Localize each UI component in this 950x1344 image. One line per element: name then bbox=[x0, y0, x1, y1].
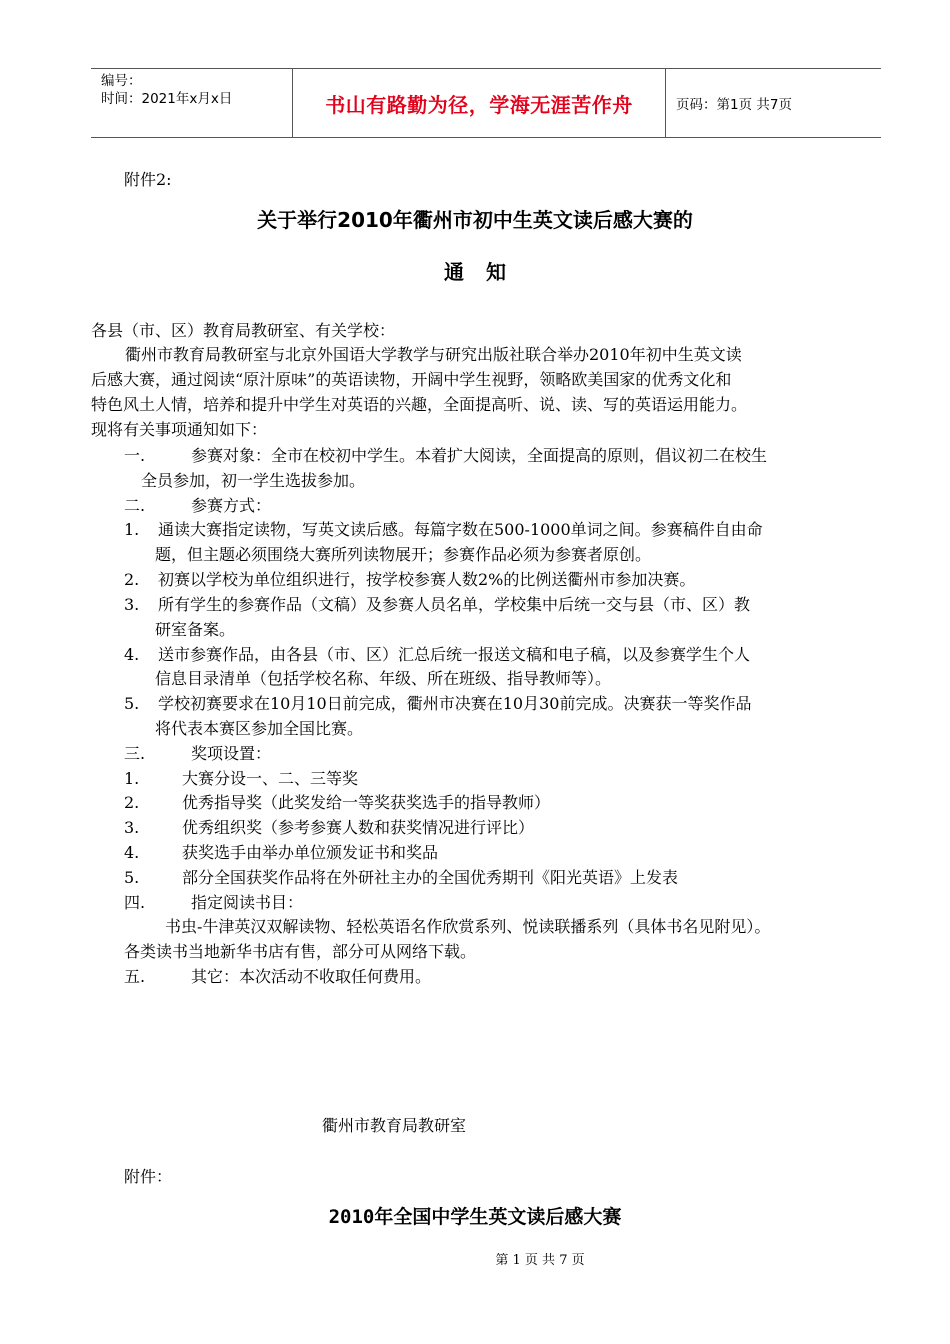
salutation: 各县（市、区）教育局教研室、有关学校： bbox=[91, 321, 396, 340]
list-item-num: 1. bbox=[124, 520, 140, 539]
award-item-text: 大赛分设一、二、三等奖 bbox=[182, 769, 359, 788]
section-1-text: 全员参加，初一学生选拔参加。 bbox=[141, 471, 366, 490]
intro-line: 特色风土人情，培养和提升中学生对英语的兴趣，全面提高听、说、读、写的英语运用能力。 bbox=[91, 395, 748, 414]
notice-title: 关于举行2010年衢州市初中生英文读后感大赛的 bbox=[257, 208, 693, 232]
list-item-text: 将代表本赛区参加全国比赛。 bbox=[155, 719, 364, 738]
section-4-text: 书虫-牛津英汉双解读物、轻松英语名作欣赏系列、悦读联播系列（具体书名见附见）。 bbox=[165, 917, 771, 936]
list-item-num: 3. bbox=[124, 595, 140, 614]
header-motto: 书山有路勤为径，学海无涯苦作舟 bbox=[293, 69, 666, 137]
award-item-text: 部分全国获奖作品将在外研社主办的全国优秀期刊《阳光英语》上发表 bbox=[182, 868, 679, 887]
document-header bbox=[91, 68, 881, 138]
intro-line: 衢州市教育局教研室与北京外国语大学教学与研究出版社联合举办2010年初中生英文读 bbox=[125, 345, 742, 364]
notice-subtitle: 通知 bbox=[444, 260, 528, 284]
section-4-num: 四. bbox=[124, 893, 146, 912]
section-2-heading: 参赛方式： bbox=[191, 496, 272, 515]
award-item-num: 2. bbox=[124, 793, 140, 812]
section-3-num: 三. bbox=[124, 744, 146, 763]
section-1-text: 参赛对象：全市在校初中学生。本着扩大阅读，全面提高的原则，倡议初二在校生 bbox=[191, 446, 768, 465]
award-item-num: 3. bbox=[124, 818, 140, 837]
section-1-num: 一. bbox=[124, 446, 146, 465]
list-item-text: 学校初赛要求在10月10日前完成，衢州市决赛在10月30前完成。决赛获一等奖作品 bbox=[158, 694, 752, 713]
list-item-text: 所有学生的参赛作品（文稿）及参赛人员名单，学校集中后统一交与县（市、区）教 bbox=[158, 595, 751, 614]
list-item-text: 初赛以学校为单位组织进行，按学校参赛人数2%的比例送衢州市参加决赛。 bbox=[158, 570, 696, 589]
list-item-text: 送市参赛作品，由各县（市、区）汇总后统一报送文稿和电子稿，以及参赛学生个人 bbox=[158, 645, 751, 664]
intro-line: 后感大赛，通过阅读“原汁原味”的英语读物，开阔中学生视野，领略欧美国家的优秀文化和 bbox=[91, 370, 732, 389]
attachment2-label: 附件： bbox=[124, 1167, 173, 1186]
award-item-text: 优秀组织奖（参考参赛人数和获奖情况进行评比） bbox=[182, 818, 535, 837]
header-meta bbox=[91, 69, 293, 137]
list-item-num: 2. bbox=[124, 570, 140, 589]
list-item-num: 4. bbox=[124, 645, 140, 664]
header-number: 编号： bbox=[101, 73, 142, 89]
attachment-label: 附件2: bbox=[124, 170, 172, 189]
award-item-num: 5. bbox=[124, 868, 140, 887]
header-page: 页码：第1页 共7页 bbox=[676, 97, 792, 113]
intro-line: 现将有关事项通知如下： bbox=[91, 420, 268, 439]
list-item-text: 题，但主题必须围绕大赛所列读物展开；参赛作品必须为参赛者原创。 bbox=[155, 545, 652, 564]
page-footer: 第 1 页 共 7 页 bbox=[495, 1253, 585, 1268]
header-time: 时间：2021年x月x日 bbox=[101, 91, 233, 107]
award-item-text: 获奖选手由举办单位颁发证书和奖品 bbox=[182, 843, 439, 862]
award-item-num: 1. bbox=[124, 769, 140, 788]
section-4-text: 各类读书当地新华书店有售，部分可从网络下载。 bbox=[124, 942, 477, 961]
section-3-heading: 奖项设置： bbox=[191, 744, 272, 763]
signature: 衢州市教育局教研室 bbox=[322, 1116, 467, 1135]
list-item-num: 5. bbox=[124, 694, 140, 713]
section-2-num: 二. bbox=[124, 496, 146, 515]
section-5-text: 其它：本次活动不收取任何费用。 bbox=[191, 967, 432, 986]
attachment-title: 2010年全国中学生英文读后感大赛 bbox=[328, 1206, 622, 1228]
list-item-text: 研室备案。 bbox=[155, 620, 236, 639]
section-4-heading: 指定阅读书目： bbox=[191, 893, 304, 912]
list-item-text: 信息目录清单（包括学校名称、年级、所在班级、指导教师等）。 bbox=[155, 669, 612, 688]
list-item-text: 通读大赛指定读物，写英文读后感。每篇字数在500-1000单词之间。参赛稿件自由命 bbox=[158, 520, 763, 539]
award-item-text: 优秀指导奖（此奖发给一等奖获奖选手的指导教师） bbox=[182, 793, 551, 812]
award-item-num: 4. bbox=[124, 843, 140, 862]
section-5-num: 五. bbox=[124, 967, 146, 986]
